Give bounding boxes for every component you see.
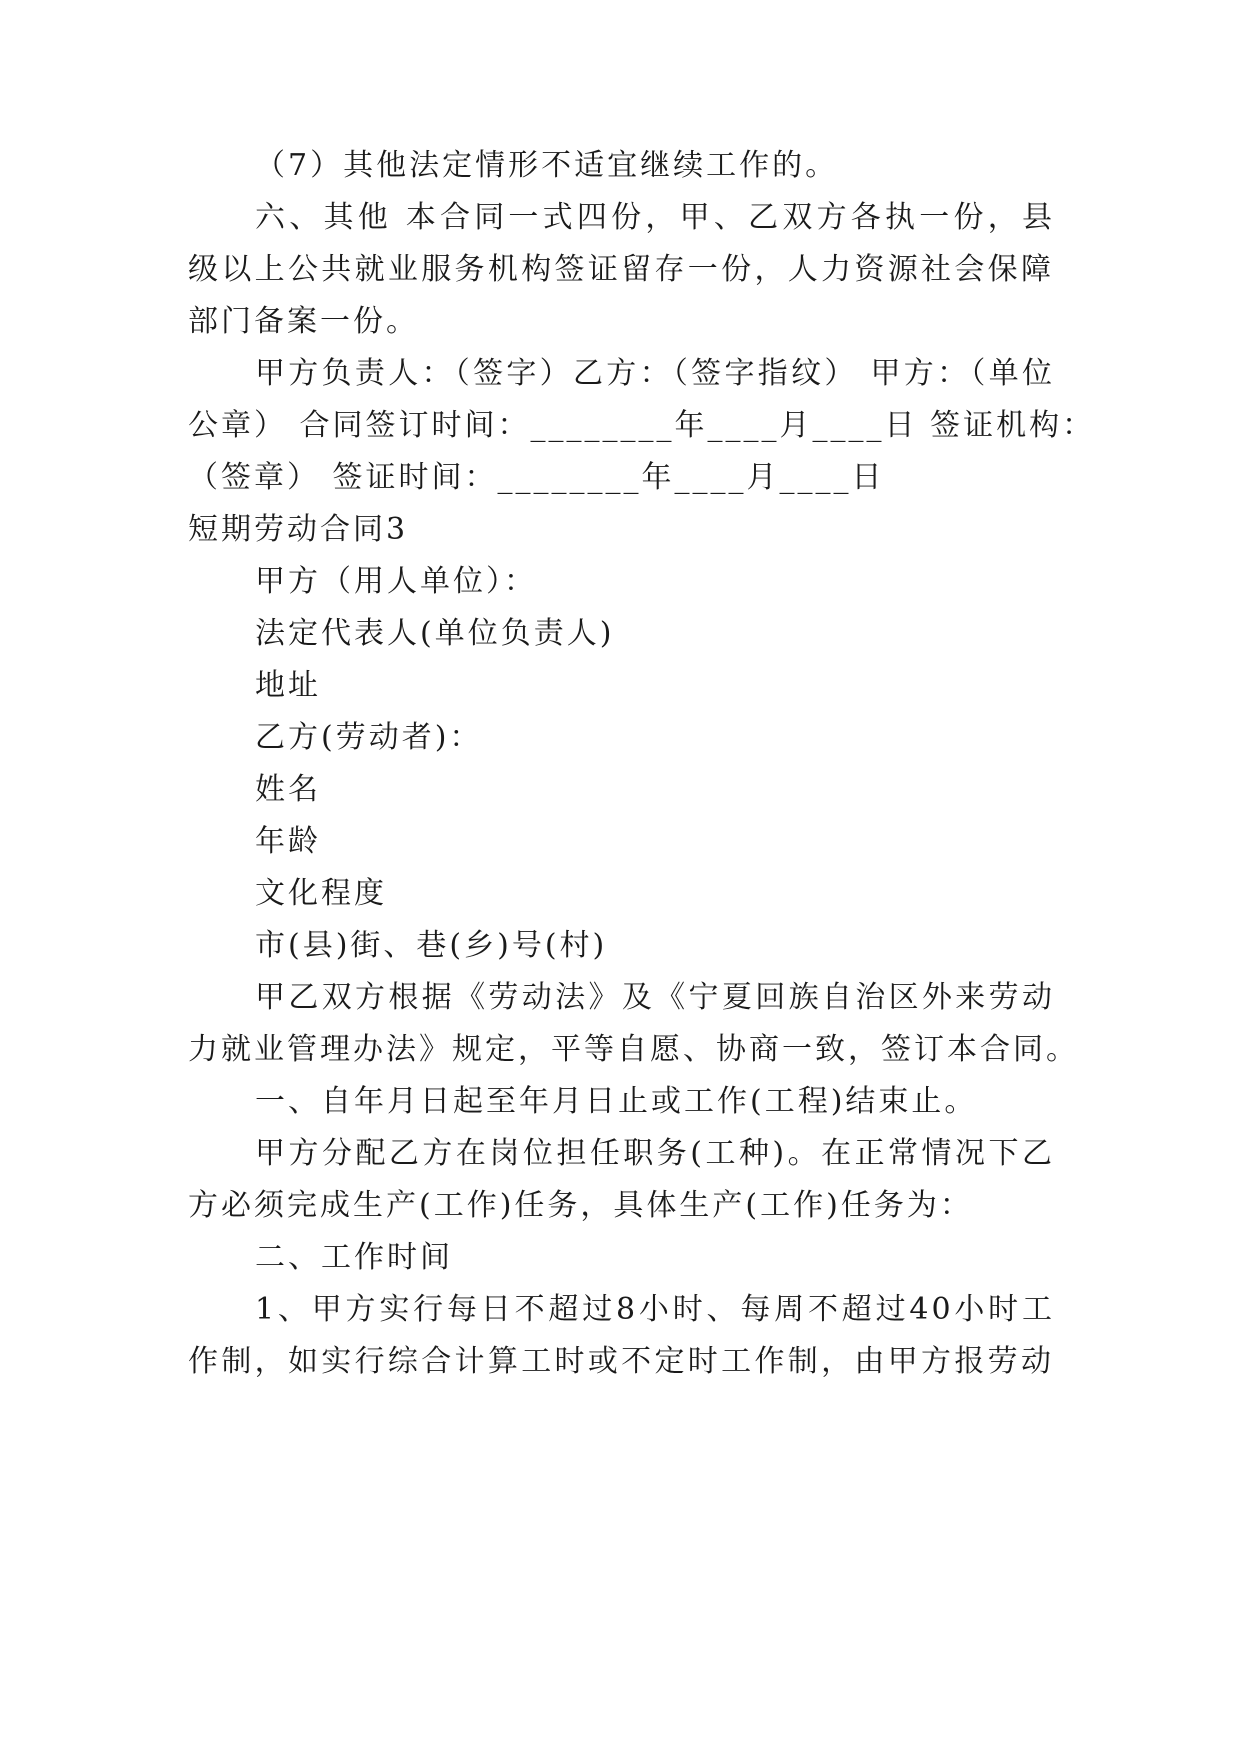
age-label: 年龄 <box>255 824 321 859</box>
signature-line-3: （签章） 签证时间：________年____月____日 <box>188 460 885 495</box>
work-hours-line-2: 作制，如实行综合计算工时或不定时工作制，由甲方报劳动 <box>188 1344 1054 1379</box>
education-label: 文化程度 <box>255 876 387 911</box>
name-label: 姓名 <box>255 772 321 807</box>
assignment-line-1: 甲方分配乙方在岗位担任职务(工种)。在正常情况下乙 <box>255 1136 1055 1171</box>
section-2-heading: 二、工作时间 <box>255 1240 453 1275</box>
section-6-line-3: 部门备案一份。 <box>188 304 419 339</box>
section-6-line-2: 级以上公共就业服务机构签证留存一份，人力资源社会保障 <box>188 252 1054 287</box>
preamble-line-2: 力就业管理办法》规定，平等自愿、协商一致，签订本合同。 <box>188 1032 1079 1067</box>
section-6-line-1: 六、其他 本合同一式四份，甲、乙双方各执一份，县 <box>255 200 1055 235</box>
address-label: 地址 <box>255 668 321 703</box>
preamble-line-1: 甲乙双方根据《劳动法》及《宁夏回族自治区外来劳动 <box>255 980 1055 1015</box>
legal-rep-label: 法定代表人(单位负责人) <box>255 616 615 651</box>
signature-line-2: 公章） 合同签订时间：________年____月____日 签证机构： <box>188 408 1096 443</box>
party-a-label: 甲方（用人单位）： <box>255 564 537 599</box>
clause-7-line: （7）其他法定情形不适宜继续工作的。 <box>255 148 839 183</box>
signature-line-1: 甲方负责人：（签字）乙方：（签字指纹） 甲方：（单位 <box>255 356 1055 391</box>
residence-label: 市(县)街、巷(乡)号(村) <box>255 928 608 963</box>
section-1-line: 一、自年月日起至年月日止或工作(工程)结束止。 <box>255 1084 978 1119</box>
assignment-line-2: 方必须完成生产(工作)任务，具体生产(工作)任务为： <box>188 1188 973 1223</box>
work-hours-line-1: 1、甲方实行每日不超过8小时、每周不超过40小时工 <box>255 1292 1055 1327</box>
contract-title: 短期劳动合同3 <box>188 512 409 547</box>
party-b-label: 乙方(劳动者)： <box>255 720 483 755</box>
